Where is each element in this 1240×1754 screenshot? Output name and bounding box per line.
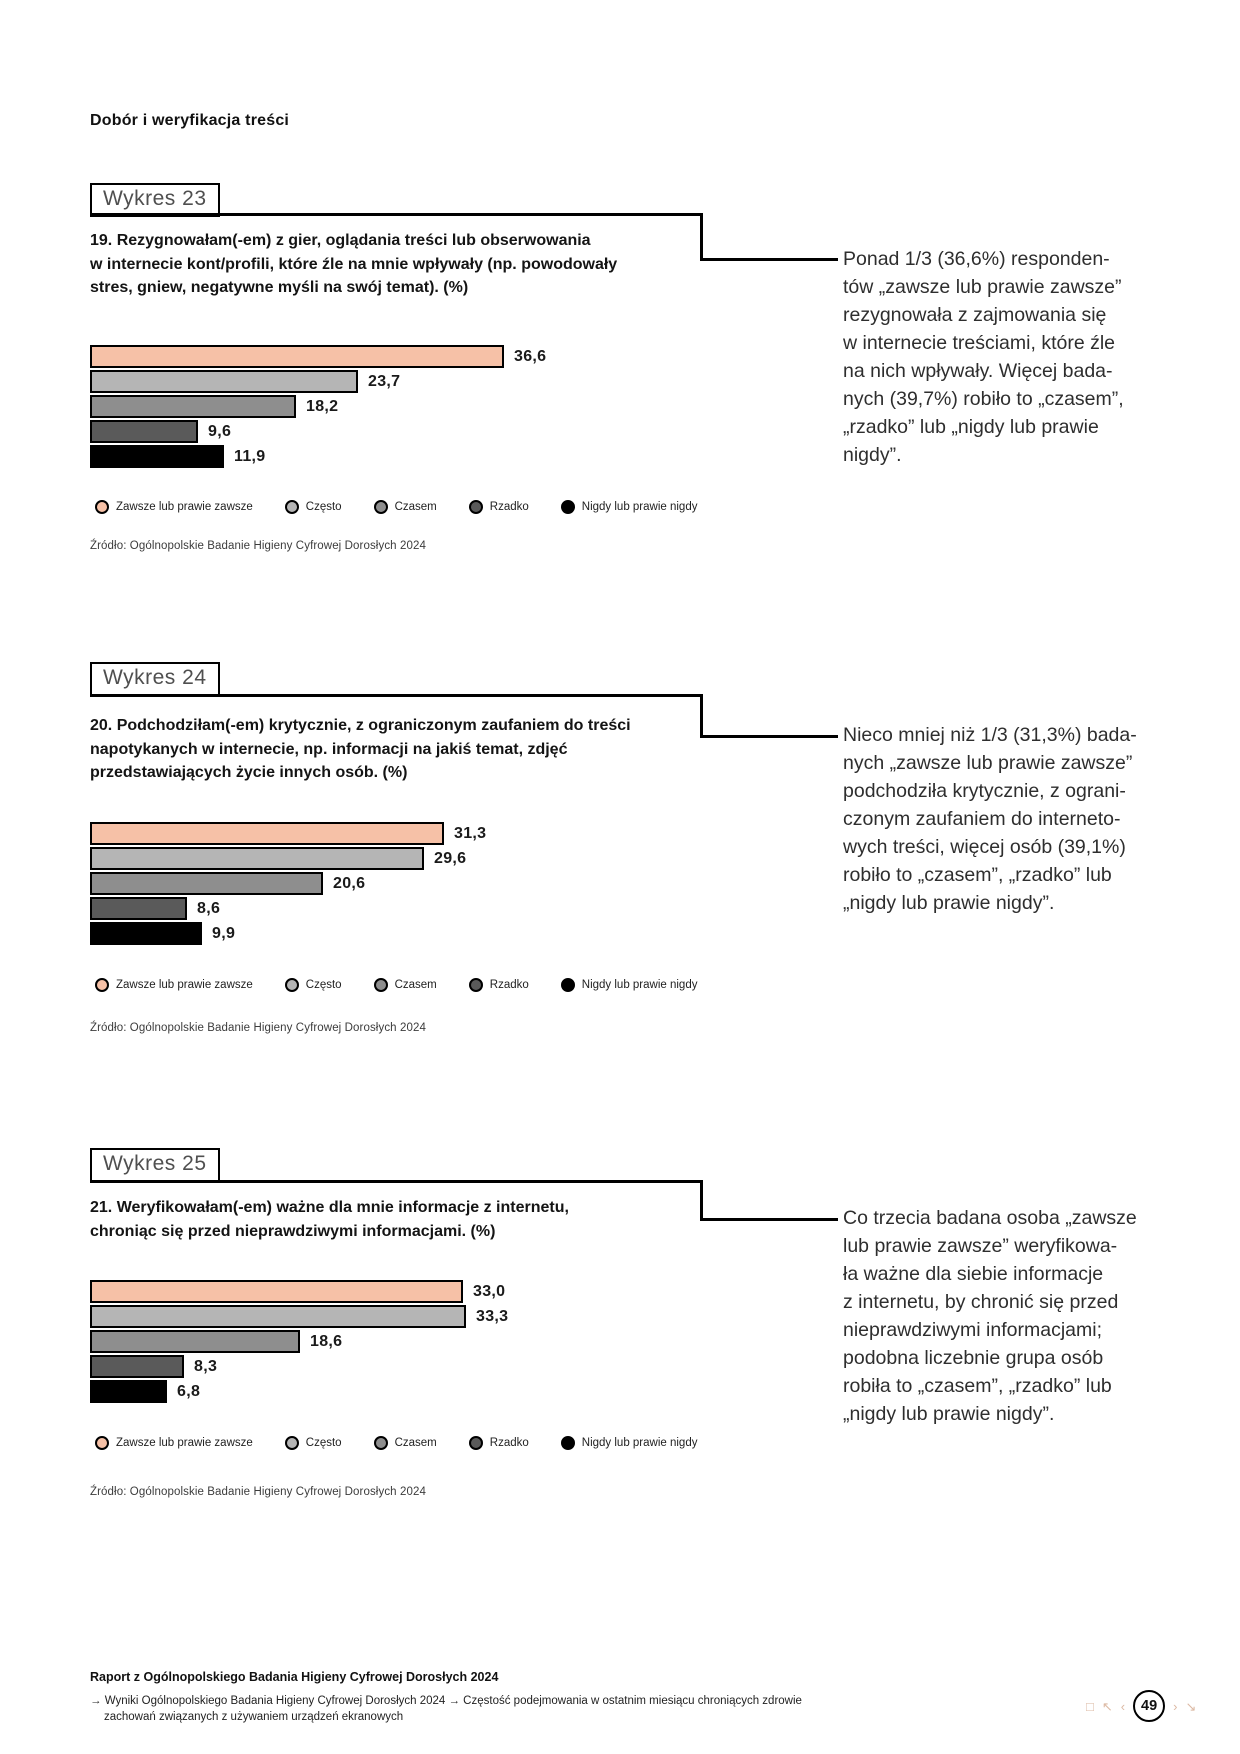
legend-swatch-rzadko <box>469 500 483 514</box>
bar-value-label: 33,0 <box>473 1282 506 1300</box>
source-note: Źródło: Ogólnopolskie Badanie Higieny Cyfrowej Dorosłych 2024 <box>90 1022 426 1034</box>
annotation-24: Nieco mniej niż 1/3 (31,3%) bada- nych „zawsze lub prawie zawsze” podchodziła krytycznie, z ograni- czonym zaufaniem do interneto- wych treści, więcej osób (39,1%) robiło to „czasem”, „rzadko” lub „nigdy lub prawie nigdy”. <box>843 724 1137 914</box>
legend-swatch-czasem <box>374 500 388 514</box>
chart-label-24: Wykres 24 <box>103 666 207 689</box>
legend-swatch-zawsze <box>95 978 109 992</box>
legend-label: Czasem <box>394 979 437 991</box>
legend-swatch-nigdy <box>561 978 575 992</box>
bar-row <box>90 395 730 418</box>
bar-value-label: 31,3 <box>454 824 487 842</box>
bar-row <box>90 822 730 845</box>
legend-swatch-nigdy <box>561 500 575 514</box>
legend-item <box>561 1436 698 1450</box>
divider-line <box>90 694 702 697</box>
bar-value-label: 18,2 <box>306 397 339 415</box>
legend-item <box>561 978 698 992</box>
square-icon: □ <box>1086 1698 1094 1714</box>
bar-value-label: 29,6 <box>434 849 467 867</box>
connector-line <box>700 694 703 735</box>
bar-value-label: 11,9 <box>234 447 266 465</box>
legend-item <box>469 978 529 992</box>
legend-swatch-zawsze <box>95 500 109 514</box>
bar-czasem <box>90 872 323 895</box>
legend-label: Zawsze lub prawie zawsze <box>116 1437 253 1449</box>
bar-value-label: 20,6 <box>333 874 366 892</box>
legend-item <box>285 500 342 514</box>
chart-legend <box>95 500 697 514</box>
chart-legend <box>95 978 697 992</box>
bar-value-label: 18,6 <box>310 1332 343 1350</box>
arrow-downright-icon: ↘ <box>1185 1698 1197 1714</box>
chart-legend <box>95 1436 697 1450</box>
chart-question-19: 19. Rezygnowałam(-em) z gier, oglądania treści lub obserwowania w internecie kont/profili, które źle na mnie wpływały (np. powodowały stres, gniew, negatywne myśli na swój temat). (%) <box>90 232 618 296</box>
legend-item <box>469 1436 529 1450</box>
bar-czesto <box>90 1305 466 1328</box>
legend-item <box>285 978 342 992</box>
page-title: Dobór i weryfikacja treści <box>90 112 290 129</box>
bar-value-label: 6,8 <box>177 1382 201 1400</box>
legend-item <box>374 1436 437 1450</box>
bar-row <box>90 922 730 945</box>
bar-value-label: 8,3 <box>194 1357 218 1375</box>
connector-dash <box>700 735 838 738</box>
connector-line <box>700 1180 703 1218</box>
legend-swatch-czesto <box>285 1436 299 1450</box>
legend-item <box>561 500 698 514</box>
bar-nigdy <box>90 1380 167 1403</box>
bar-chart-24 <box>90 822 730 947</box>
connector-dash <box>700 258 838 261</box>
chart-label-box-23 <box>90 183 220 217</box>
chart-label-25: Wykres 25 <box>103 1152 207 1175</box>
bar-rzadko <box>90 897 187 920</box>
bar-row <box>90 445 730 468</box>
legend-label: Rzadko <box>489 501 529 513</box>
legend-swatch-zawsze <box>95 1436 109 1450</box>
legend-swatch-czesto <box>285 500 299 514</box>
bar-row <box>90 1280 730 1303</box>
chart-label-23: Wykres 23 <box>103 187 207 210</box>
bar-row <box>90 1330 730 1353</box>
divider-line <box>90 1180 702 1183</box>
bar-nigdy <box>90 922 202 945</box>
bar-row <box>90 1355 730 1378</box>
annotation-23: Ponad 1/3 (36,6%) responden- tów „zawsze lub prawie zawsze” rezygnowała z zajmowania się w internecie treściami, które źle na nich wpływały. Więcej bada- nych (39,7%) robiło to „czasem”, „rzadko” lub „nigdy lub prawie nigdy”. <box>843 248 1124 466</box>
bar-zawsze <box>90 345 504 368</box>
bar-row <box>90 345 730 368</box>
bar-row <box>90 1380 730 1403</box>
legend-label: Nigdy lub prawie nigdy <box>581 501 698 513</box>
legend-item <box>95 500 253 514</box>
legend-swatch-rzadko <box>469 978 483 992</box>
legend-swatch-nigdy <box>561 1436 575 1450</box>
legend-label: Czasem <box>394 1437 437 1449</box>
bar-czesto <box>90 370 358 393</box>
bar-row <box>90 370 730 393</box>
legend-item <box>95 978 253 992</box>
footer-report-title: Raport z Ogólnopolskiego Badania Higieny Cyfrowej Dorosłych 2024 <box>90 1670 499 1684</box>
legend-label: Często <box>305 1437 342 1449</box>
chevron-left-icon: ‹ <box>1120 1698 1126 1714</box>
bar-row <box>90 897 730 920</box>
legend-item <box>285 1436 342 1450</box>
bar-nigdy <box>90 445 224 468</box>
bar-czasem <box>90 395 296 418</box>
page-navigation <box>1086 1690 1196 1722</box>
bar-value-label: 9,9 <box>212 924 236 942</box>
bar-rzadko <box>90 1355 184 1378</box>
legend-item <box>374 978 437 992</box>
bar-czasem <box>90 1330 300 1353</box>
chart-question-20: 20. Podchodziłam(-em) krytycznie, z ograniczonym zaufaniem do treści napotykanych w internecie, np. informacji na jakiś temat, zdjęć przedstawiających życie innych osób. (%) <box>90 717 631 781</box>
legend-swatch-czasem <box>374 1436 388 1450</box>
chart-label-box-25 <box>90 1148 220 1182</box>
bar-row <box>90 872 730 895</box>
legend-item <box>469 500 529 514</box>
bar-value-label: 9,6 <box>208 422 232 440</box>
bar-row <box>90 1305 730 1328</box>
bar-value-label: 8,6 <box>197 899 221 917</box>
chart-label-box-24 <box>90 662 220 696</box>
bar-value-label: 33,3 <box>476 1307 509 1325</box>
footer-breadcrumb-line2: zachowań związanych z używaniem urządzeń ekranowych <box>104 1711 404 1723</box>
footer-breadcrumb-line1: → Wyniki Ogólnopolskiego Badania Higieny Cyfrowej Dorosłych 2024 → Częstość podejmowania w ostatnim miesiącu chroniących zdrowie <box>90 1695 802 1707</box>
bar-row <box>90 420 730 443</box>
legend-label: Nigdy lub prawie nigdy <box>581 1437 698 1449</box>
bar-value-label: 23,7 <box>368 372 401 390</box>
bar-czesto <box>90 847 424 870</box>
legend-label: Często <box>305 501 342 513</box>
source-note: Źródło: Ogólnopolskie Badanie Higieny Cyfrowej Dorosłych 2024 <box>90 540 426 552</box>
bar-row <box>90 847 730 870</box>
chart-question-21: 21. Weryfikowałam(-em) ważne dla mnie informacje z internetu, chroniąc się przed nieprawdziwymi informacjami. (%) <box>90 1199 569 1240</box>
bar-value-label: 36,6 <box>514 347 547 365</box>
legend-label: Zawsze lub prawie zawsze <box>116 979 253 991</box>
chevron-right-icon: › <box>1173 1698 1178 1714</box>
legend-label: Nigdy lub prawie nigdy <box>581 979 698 991</box>
legend-label: Często <box>305 979 342 991</box>
legend-swatch-rzadko <box>469 1436 483 1450</box>
legend-label: Rzadko <box>489 979 529 991</box>
legend-item <box>95 1436 253 1450</box>
connector-line <box>700 213 703 260</box>
bar-zawsze <box>90 1280 463 1303</box>
divider-line <box>90 213 702 216</box>
legend-label: Czasem <box>394 501 437 513</box>
bar-chart-25 <box>90 1280 730 1405</box>
connector-dash <box>700 1218 838 1221</box>
legend-label: Rzadko <box>489 1437 529 1449</box>
annotation-25: Co trzecia badana osoba „zawsze lub prawie zawsze” weryfikowa- ła ważne dla siebie informacje z internetu, by chronić się przed nieprawdziwymi informacjami; podobna liczebnie grupa osób robiła to „czasem”, „rzadko” lub „nigdy lub prawie nigdy”. <box>843 1207 1137 1425</box>
legend-item <box>374 500 437 514</box>
source-note: Źródło: Ogólnopolskie Badanie Higieny Cyfrowej Dorosłych 2024 <box>90 1486 426 1498</box>
legend-swatch-czasem <box>374 978 388 992</box>
legend-label: Zawsze lub prawie zawsze <box>116 501 253 513</box>
bar-chart-23 <box>90 345 730 470</box>
bar-rzadko <box>90 420 198 443</box>
arrow-upleft-icon: ↖ <box>1101 1698 1113 1714</box>
bar-zawsze <box>90 822 444 845</box>
legend-swatch-czesto <box>285 978 299 992</box>
page-number: 49 <box>1141 1698 1158 1714</box>
page-number-badge <box>1133 1690 1165 1722</box>
